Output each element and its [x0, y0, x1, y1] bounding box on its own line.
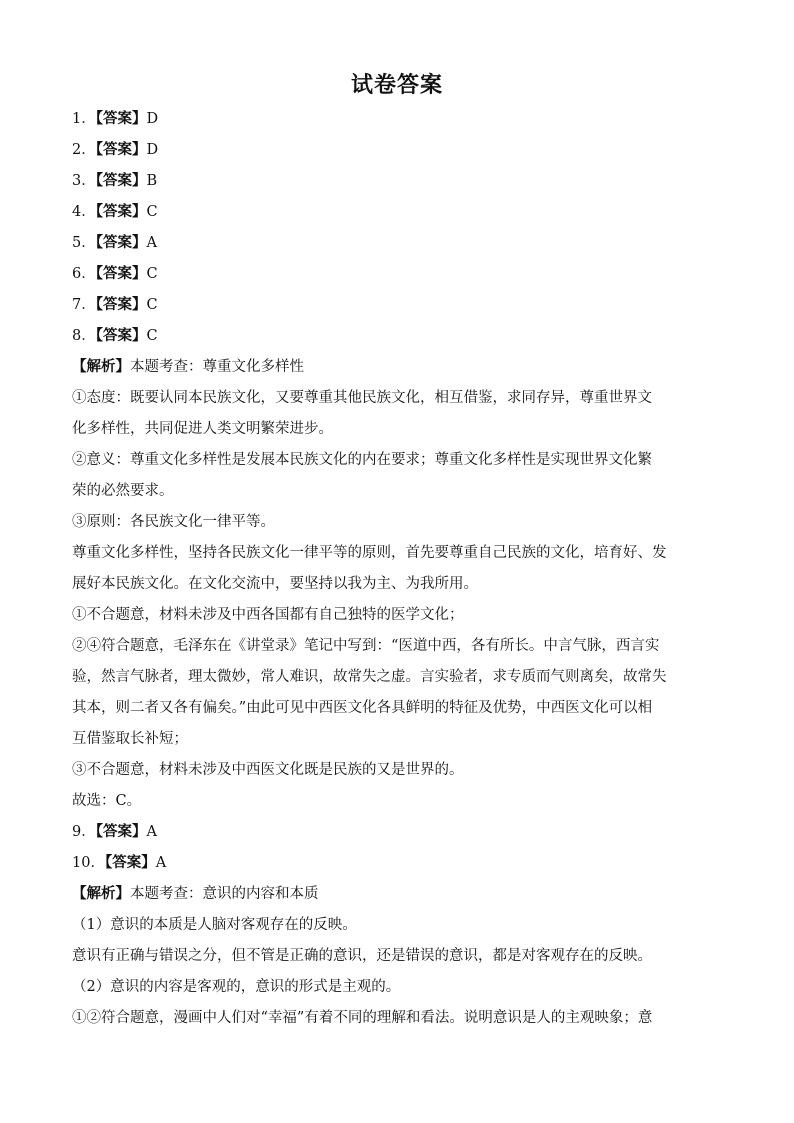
answer-item-7 — [72, 290, 724, 321]
analysis-line: 意识有正确与错误之分，但不管是正确的意识，还是错误的意识，都是对客观存在的反映。 — [72, 948, 652, 964]
answer-item-8 — [72, 321, 724, 352]
analysis-line: （1）意识的本质是人脑对客观存在的反映。 — [72, 917, 357, 933]
answer-tag: 【答案】 — [95, 824, 147, 840]
answer-value: D — [146, 111, 159, 127]
analysis-line: 互借鉴取长补短； — [72, 731, 188, 747]
answer-number: 10． — [72, 855, 105, 871]
answer-number: 1． — [72, 111, 96, 127]
analysis-line: 其本，则二者又各有偏矣。”由此可见中西医文化各具鲜明的特征及优势，中西医文化可以相 — [72, 700, 653, 716]
answer-number: 2． — [72, 142, 96, 158]
answer-item-5 — [72, 228, 724, 259]
analysis-line: 展好本民族文化。在文化交流中，要坚持以我为主、为我所用。 — [72, 576, 478, 592]
analysis-heading-q8 — [72, 352, 724, 383]
page-title: 试卷答案 — [350, 73, 443, 98]
answer-item-4 — [72, 197, 724, 228]
answer-value: C — [146, 266, 158, 282]
answer-number: 5． — [72, 235, 96, 251]
analysis-line: 荣的必然要求。 — [72, 483, 174, 499]
answer-value: C — [146, 297, 158, 313]
analysis-tag: 【解析】 — [72, 359, 130, 375]
analysis-line: 尊重文化多样性，坚持各民族文化一律平等的原则，首先要尊重自己民族的文化，培育好、发 — [72, 545, 667, 561]
answer-number: 3． — [72, 173, 96, 189]
answer-value: A — [146, 235, 157, 251]
answer-content — [72, 104, 724, 1034]
answer-number: 9． — [72, 824, 96, 840]
analysis-heading-q10 — [72, 879, 724, 910]
answer-value: A — [146, 824, 157, 840]
analysis-line: ③原则：各民族文化一律平等。 — [72, 514, 275, 530]
answer-value: C — [146, 204, 158, 220]
analysis-line: ②④符合题意，毛泽东在《讲堂录》笔记中写到：“医道中西，各有所长。中言气脉，西言实 — [72, 638, 660, 654]
answer-value: B — [146, 173, 158, 189]
answer-item-10 — [72, 848, 724, 879]
answer-tag: 【答案】 — [95, 111, 147, 127]
answer-item-9 — [72, 817, 724, 848]
answer-tag: 【答案】 — [95, 173, 147, 189]
analysis-line: ③不合题意，材料未涉及中西医文化既是民族的又是世界的。 — [72, 762, 464, 778]
answer-number: 4． — [72, 204, 96, 220]
answer-number: 8． — [72, 328, 96, 344]
analysis-line: ①不合题意，材料未涉及中西各国都有自己独特的医学文化； — [72, 607, 464, 623]
answer-tag: 【答案】 — [95, 142, 147, 158]
answer-tag: 【答案】 — [95, 204, 147, 220]
analysis-line: ①态度：既要认同本民族文化，又要尊重其他民族文化，相互借鉴，求同存异，尊重世界文 — [72, 390, 652, 406]
analysis-tag: 【解析】 — [72, 886, 130, 902]
analysis-line: ②意义：尊重文化多样性是发展本民族文化的内在要求；尊重文化多样性是实现世界文化繁 — [72, 452, 652, 468]
answer-item-6 — [72, 259, 724, 290]
answer-tag: 【答案】 — [95, 297, 147, 313]
answer-item-2 — [72, 135, 724, 166]
answer-value: A — [155, 855, 167, 871]
analysis-topic: 本题考查：尊重文化多样性 — [130, 359, 304, 375]
answer-tag: 【答案】 — [95, 328, 147, 344]
answer-tag: 【答案】 — [95, 266, 147, 282]
answer-value: C — [146, 328, 158, 344]
analysis-line: 验，然言气脉者，理太微妙，常人难识，故常失之虚。言实验者，求专质而气则离矣，故常失 — [72, 669, 667, 685]
answer-item-3 — [72, 166, 724, 197]
analysis-line: ①②符合题意，漫画中人们对“幸福”有着不同的理解和看法。说明意识是人的主观映象；意 — [72, 1010, 653, 1026]
answer-number: 6． — [72, 266, 96, 282]
answer-tag: 【答案】 — [104, 855, 156, 871]
answer-tag: 【答案】 — [95, 235, 147, 251]
analysis-topic: 本题考查：意识的内容和本质 — [130, 886, 319, 902]
analysis-line: 故选：C。 — [72, 793, 142, 809]
answer-item-1 — [72, 104, 724, 135]
analysis-line: （2）意识的内容是客观的，意识的形式是主观的。 — [72, 979, 401, 995]
answer-value: D — [146, 142, 159, 158]
answer-number: 7． — [72, 297, 96, 313]
analysis-line: 化多样性，共同促进人类文明繁荣进步。 — [72, 421, 333, 437]
